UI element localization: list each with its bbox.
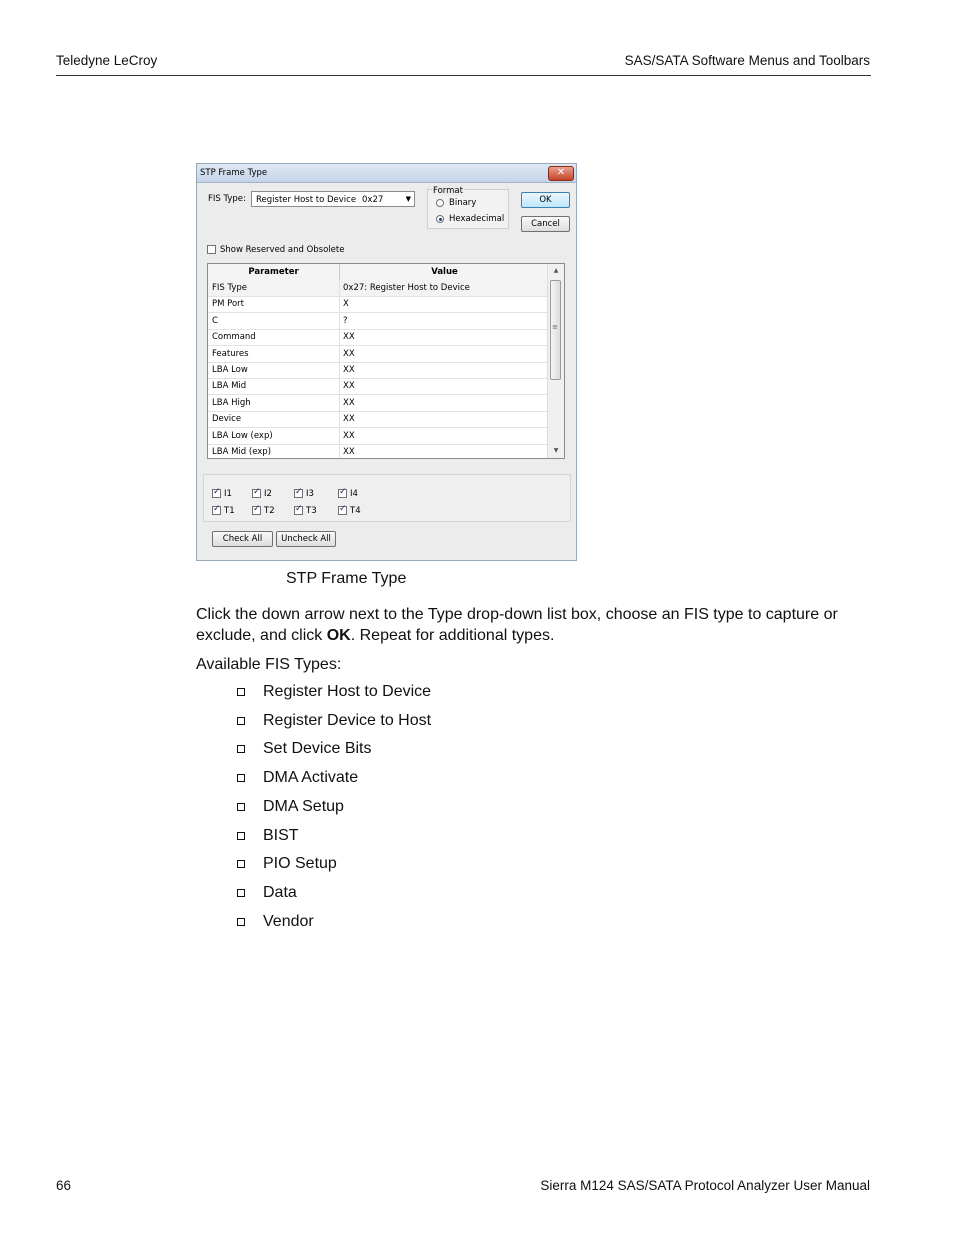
- value-cell: 0x27: Register Host to Device: [343, 283, 470, 293]
- header-right: SAS/SATA Software Menus and Toolbars: [624, 53, 870, 68]
- column-divider: [339, 444, 340, 459]
- bit-label: T1: [224, 506, 235, 516]
- value-cell: XX: [343, 365, 355, 375]
- bit-checkbox-t1[interactable]: [212, 506, 221, 515]
- fis-type-name: Register Host to Device: [263, 683, 432, 700]
- fis-type-name: DMA Activate: [263, 769, 359, 787]
- bit-label: I3: [306, 489, 314, 499]
- scroll-up-icon[interactable]: ▲: [553, 267, 559, 274]
- column-divider: [339, 346, 340, 362]
- param-cell: LBA Mid: [212, 381, 247, 392]
- value-cell: XX: [343, 332, 355, 343]
- parameter-table: [207, 263, 565, 459]
- column-divider: [339, 280, 340, 296]
- bit-label: T2: [264, 506, 275, 516]
- param-cell: LBA Mid (exp): [212, 447, 272, 457]
- fis-type-name: Register Device to Host: [263, 711, 432, 729]
- table-row[interactable]: [208, 313, 548, 330]
- param-cell: Features: [212, 348, 249, 359]
- col-header-value[interactable]: Value: [339, 264, 549, 280]
- checkbox-bullet-icon: [237, 832, 245, 840]
- bit-checkbox-t4[interactable]: [338, 506, 347, 515]
- table-row[interactable]: [208, 428, 548, 445]
- param-cell: FIS Type: [212, 283, 248, 293]
- checkbox-bullet-icon: [237, 745, 245, 753]
- bit-label: T4: [350, 506, 361, 516]
- table-row[interactable]: [208, 329, 548, 346]
- fis-type-dropdown[interactable]: [251, 191, 415, 207]
- param-cell: C: [212, 315, 218, 326]
- column-divider: [339, 296, 340, 312]
- table-row[interactable]: [208, 362, 548, 379]
- col-header-parameter[interactable]: Parameter: [248, 267, 299, 277]
- dialog-titlebar: [197, 164, 576, 183]
- fis-type-name: BIST: [263, 826, 299, 844]
- instruction-text-after: . Repeat for additional types.: [350, 627, 555, 644]
- column-divider: [339, 411, 340, 427]
- table-scrollbar[interactable]: [547, 264, 564, 458]
- param-cell: LBA Low: [212, 365, 248, 375]
- format-binary-label: Binary: [449, 198, 477, 208]
- bit-checkbox-i2[interactable]: [252, 489, 261, 498]
- checkbox-bullet-icon: [237, 774, 245, 782]
- show-reserved-checkbox[interactable]: [207, 245, 216, 254]
- check-all-button[interactable]: Check All: [212, 531, 273, 547]
- param-cell: LBA Low (exp): [212, 430, 273, 441]
- param-cell: LBA High: [212, 397, 251, 408]
- param-cell: PM Port: [212, 299, 245, 310]
- available-types-label: Available FIS Types:: [196, 656, 342, 673]
- table-row[interactable]: [208, 444, 548, 459]
- value-cell: XX: [343, 397, 355, 408]
- fis-type-value: Register Host to Device: [256, 195, 357, 205]
- bit-label: I2: [264, 489, 272, 499]
- format-binary-radio[interactable]: [436, 199, 444, 207]
- fis-type-name: DMA Setup: [263, 797, 344, 815]
- bit-label: I4: [350, 489, 358, 499]
- checkbox-bullet-icon: [237, 688, 245, 696]
- table-header: [208, 264, 548, 281]
- checkbox-bullet-icon: [237, 918, 245, 926]
- param-cell: Command: [212, 332, 256, 343]
- checkbox-bullet-icon: [237, 860, 245, 868]
- footer-page-number: 66: [56, 1178, 72, 1193]
- scrollbar-thumb[interactable]: ≡: [550, 280, 561, 380]
- bit-label: I1: [224, 489, 232, 499]
- fis-type-name: Set Device Bits: [263, 740, 372, 758]
- close-icon[interactable]: ✕: [548, 166, 574, 181]
- format-hex-radio[interactable]: [436, 215, 444, 223]
- bit-checkbox-t3[interactable]: [294, 506, 303, 515]
- column-divider: [339, 428, 340, 444]
- header-rule: [56, 75, 871, 76]
- footer-title: Sierra M124 SAS/SATA Protocol Analyzer User Manual: [540, 1178, 870, 1193]
- table-row[interactable]: [208, 280, 548, 297]
- value-cell: XX: [343, 430, 355, 441]
- column-divider: [339, 395, 340, 411]
- bit-checkbox-i3[interactable]: [294, 489, 303, 498]
- fis-type-code: 0x27: [362, 195, 384, 205]
- bit-checkbox-i1[interactable]: [212, 489, 221, 498]
- column-divider: [339, 313, 340, 329]
- value-cell: XX: [343, 381, 355, 392]
- scroll-down-icon[interactable]: ▼: [553, 447, 559, 454]
- table-row[interactable]: [208, 296, 548, 313]
- table-row[interactable]: [208, 346, 548, 363]
- value-cell: XX: [343, 447, 355, 457]
- bit-label: T3: [306, 506, 317, 516]
- column-divider: [339, 329, 340, 345]
- checkbox-bullet-icon: [237, 803, 245, 811]
- bit-checks-group: [203, 474, 571, 522]
- uncheck-all-button[interactable]: Uncheck All: [276, 531, 336, 547]
- column-divider: [339, 362, 340, 378]
- format-group: [427, 186, 509, 229]
- fis-type-name: Vendor: [263, 912, 314, 930]
- cancel-button[interactable]: Cancel: [521, 216, 570, 232]
- table-row[interactable]: [208, 378, 548, 395]
- value-cell: XX: [343, 348, 355, 359]
- bit-checkbox-i4[interactable]: [338, 489, 347, 498]
- ok-button[interactable]: OK: [521, 192, 570, 208]
- instruction-paragraph: [196, 604, 876, 646]
- table-row[interactable]: [208, 395, 548, 412]
- stp-frame-type-dialog: [196, 163, 577, 561]
- table-row[interactable]: [208, 411, 548, 428]
- param-cell: Device: [212, 414, 242, 425]
- fis-type-label: FIS Type:: [208, 194, 246, 204]
- value-cell: XX: [343, 414, 355, 425]
- instruction-text-before: Click the down arrow next to the Type drop-down list box, choose an FIS type to capture or exclude, and click: [196, 606, 838, 644]
- value-cell: ?: [343, 315, 348, 326]
- figure-caption: STP Frame Type: [286, 570, 407, 587]
- chevron-down-icon[interactable]: ▼: [405, 195, 411, 203]
- value-cell: X: [343, 299, 349, 310]
- show-reserved-label: Show Reserved and Obsolete: [220, 245, 345, 255]
- dialog-title: STP Frame Type: [200, 168, 268, 178]
- format-hex-label: Hexadecimal: [449, 214, 505, 224]
- checkbox-bullet-icon: [237, 889, 245, 897]
- fis-type-name: Data: [263, 883, 297, 901]
- column-divider: [339, 378, 340, 394]
- format-label: Format: [433, 186, 463, 196]
- bit-checkbox-t2[interactable]: [252, 506, 261, 515]
- header-left: Teledyne LeCroy: [56, 53, 158, 68]
- fis-type-name: PIO Setup: [263, 855, 337, 873]
- checkbox-bullet-icon: [237, 717, 245, 725]
- instruction-ok-bold: OK: [326, 627, 351, 644]
